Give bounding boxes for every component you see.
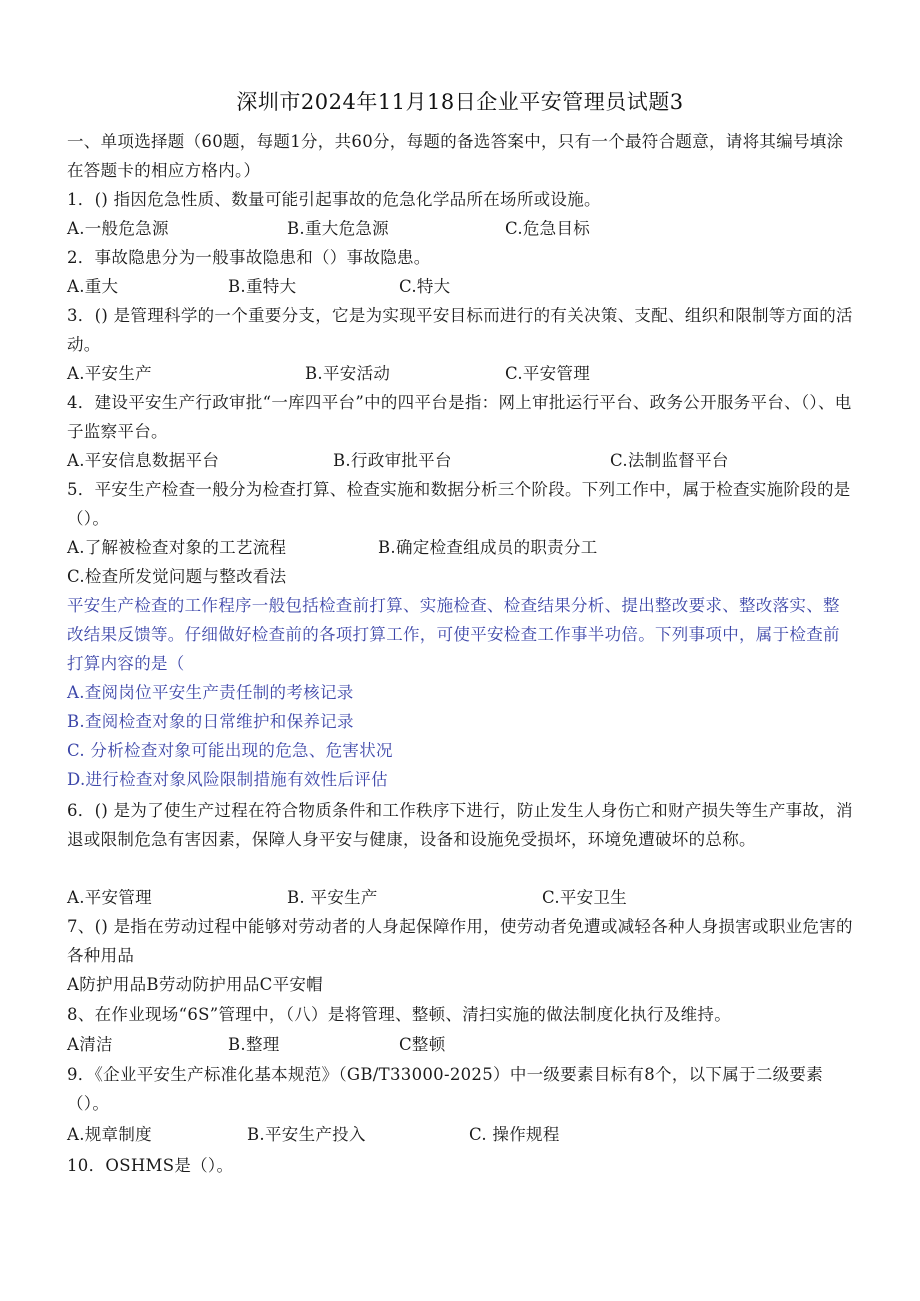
question-1-option-c: C.危急目标 (505, 219, 591, 238)
question-7-stem: 7、() 是指在劳动过程中能够对劳动者的人身起保障作用，使劳动者免遭或减轻各种人身损害或职业危害的各种用品 (67, 917, 853, 965)
inserted-question-option-d: D.进行检查对象风险限制措施有效性后评估 (67, 770, 388, 789)
question-8-option-b: B.整理 (228, 1035, 280, 1054)
question-3-option-a: A.平安生产 (67, 364, 152, 383)
inserted-question-option-b: B.查阅检查对象的日常维护和保养记录 (67, 712, 354, 731)
question-1-option-b: B.重大危急源 (287, 219, 389, 238)
question-8-stem: 8、在作业现场“6S”管理中，（八）是将管理、整顿、清扫实施的做法制度化执行及维持。 (67, 1005, 732, 1024)
question-9-option-a: A.规章制度 (67, 1125, 152, 1144)
question-5-option-a: A.了解被检查对象的工艺流程 (67, 538, 287, 557)
question-5-stem: 5．平安生产检查一般分为检查打算、检查实施和数据分析三个阶段。下列工作中，属于检查实施阶段的是（）。 (67, 480, 851, 528)
question-6-stem: 6．() 是为了使生产过程在符合物质条件和工作秩序下进行，防止发生人身伤亡和财产损失等生产事故，消退或限制危急有害因素，保障人身平安与健康，设备和设施免受损坏，环境免遭破坏的总称。 (67, 801, 853, 849)
question-2-option-c: C.特大 (399, 277, 451, 296)
page-title: 深圳市2024年11月18日企业平安管理员试题3 (236, 90, 684, 114)
question-4-option-c: C.法制监督平台 (610, 451, 729, 470)
question-2-option-b: B.重特大 (228, 277, 297, 296)
question-1-stem: 1．() 指因危急性质、数量可能引起事故的危急化学品所在场所或设施。 (67, 190, 601, 209)
question-4-option-b: B.行政审批平台 (333, 451, 452, 470)
question-2-stem: 2．事故隐患分为一般事故隐患和（）事故隐患。 (67, 248, 431, 267)
question-8-option-c: C整顿 (399, 1035, 446, 1054)
question-9-option-c: C. 操作规程 (469, 1125, 560, 1144)
question-4-stem: 4．建设平安生产行政审批“一库四平台”中的四平台是指：网上审批运行平台、政务公开服务平台、（）、电子监察平台。 (67, 393, 852, 441)
section-intro: 一、单项选择题（60题，每题1分，共60分，每题的备选答案中，只有一个最符合题意，请将其编号填涂在答题卡的相应方格内。） (67, 132, 844, 180)
inserted-question-option-c: C. 分析检查对象可能出现的危急、危害状况 (67, 741, 393, 760)
question-3-option-b: B.平安活动 (305, 364, 391, 383)
question-6-option-a: A.平安管理 (67, 888, 152, 907)
question-6-option-b: B. 平安生产 (287, 888, 378, 907)
inserted-question-stem: 平安生产检查的工作程序一般包括检查前打算、实施检查、检查结果分析、提出整改要求、整改落实、整改结果反馈等。仔细做好检查前的各项打算工作，可使平安检查工作事半功倍。下列事项中，属于检查前打算内容的是（ (67, 596, 840, 673)
question-8-option-a: A清洁 (67, 1035, 113, 1054)
question-1-option-a: A.一般危急源 (67, 219, 169, 238)
question-9-option-b: B.平安生产投入 (247, 1125, 366, 1144)
question-4-option-a: A.平安信息数据平台 (67, 451, 220, 470)
question-10-stem: 10．OSHMS是（）。 (67, 1156, 234, 1175)
question-2-option-a: A.重大 (67, 277, 119, 296)
question-6-option-c: C.平安卫生 (542, 888, 628, 907)
question-5-option-c: C.检查所发觉问题与整改看法 (67, 567, 287, 586)
inserted-question-option-a: A.查阅岗位平安生产责任制的考核记录 (67, 683, 354, 702)
question-5-option-b: B.确定检查组成员的职责分工 (378, 538, 598, 557)
question-3-stem: 3．() 是管理科学的一个重要分支，它是为实现平安目标而进行的有关决策、支配、组织和限制等方面的活动。 (67, 306, 853, 354)
question-9-stem: 9．《企业平安生产标准化基本规范》（GB/T33000-2025）中一级要素目标有8个，以下属于二级要素（）。 (67, 1065, 824, 1113)
question-7-options: A防护用品B劳动防护用品C平安帽 (67, 975, 323, 994)
question-3-option-c: C.平安管理 (505, 364, 591, 383)
